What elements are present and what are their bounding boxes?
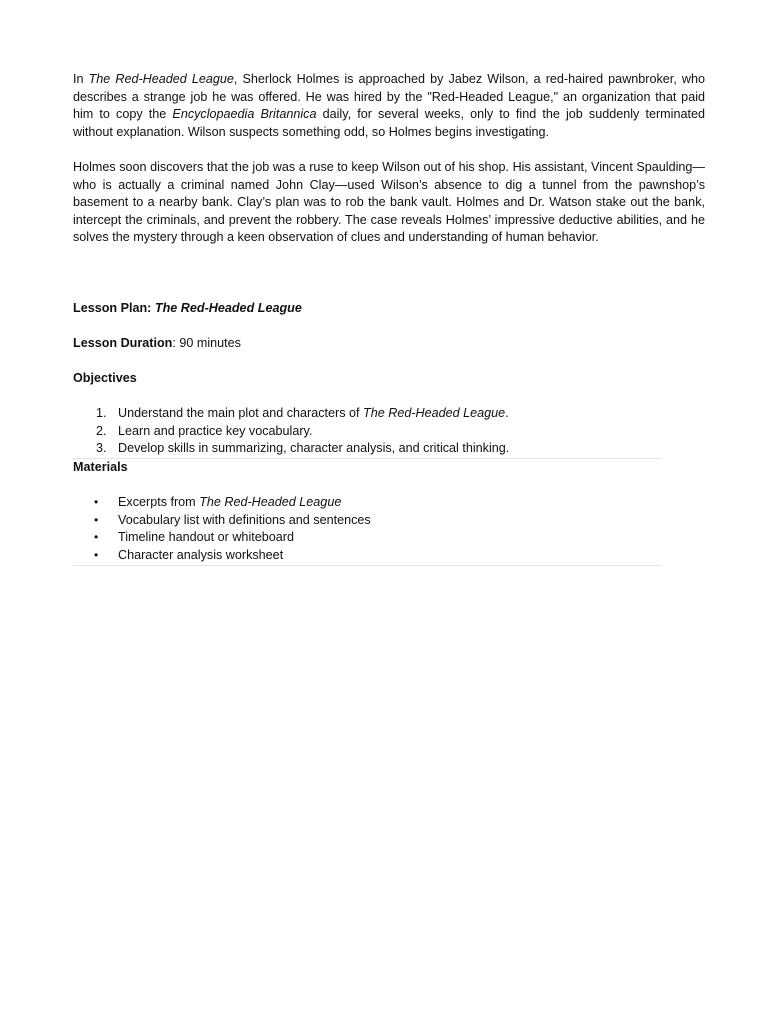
- book-title: The Red-Headed League: [363, 406, 506, 421]
- book-title: The Red-Headed League: [199, 495, 342, 510]
- materials-heading: Materials: [73, 460, 128, 475]
- bullet-icon: •: [94, 530, 99, 545]
- lesson-plan-book-title: The Red-Headed League: [154, 300, 302, 315]
- summary-paragraph-1: [73, 71, 705, 141]
- book-title: The Red-Headed League: [88, 72, 234, 86]
- list-number: 3.: [96, 441, 107, 456]
- material-item: • Character analysis worksheet: [73, 547, 705, 565]
- bullet-icon: •: [94, 495, 99, 510]
- text-run: , Sherlock Holmes is approached by Jabez Wilson, a red-haired pawnbroker, who describes a strange job he was offered. He was hired by the "Red-Headed League," an organization that paid him to copy the: [73, 72, 705, 122]
- document-page: [73, 71, 705, 566]
- material-item: • Timeline handout or whiteboard: [73, 529, 705, 547]
- objective-item: 2. Learn and practice key vocabulary.: [73, 423, 705, 441]
- lesson-plan-label: Lesson Plan:: [73, 300, 155, 315]
- list-number: 1.: [96, 406, 107, 421]
- lesson-duration: [73, 335, 705, 353]
- lesson-duration-value: : 90 minutes: [172, 335, 241, 350]
- text-run: In: [73, 72, 89, 86]
- objective-item: 1. Understand the main plot and characters of The Red-Headed League.: [73, 405, 705, 423]
- section-divider: [73, 565, 661, 566]
- objective-item: 3. Develop skills in summarizing, character analysis, and critical thinking.: [73, 440, 705, 458]
- summary-paragraph-2: Holmes soon discovers that the job was a ruse to keep Wilson out of his shop. His assistant, Vincent Spaulding—who is actually a criminal named John Clay—used Wilson’s absence to dig a tunnel from the pawnshop’s basement to a nearby bank. Clay’s plan was to rob the bank vault. Holmes and Dr. Watson stake out the bank, intercept the criminals, and prevent the robbery. The case reveals Holmes’ impressive deductive abilities, and he solves the mystery through a keen observation of clues and understanding of human behavior.: [73, 159, 705, 245]
- lesson-duration-label: Lesson Duration: [73, 335, 173, 350]
- objectives-list: [73, 405, 705, 458]
- bullet-icon: •: [94, 548, 99, 563]
- materials-list: [73, 494, 705, 564]
- objectives-heading: Objectives: [73, 371, 137, 386]
- bullet-icon: •: [94, 512, 99, 527]
- material-item: • Excerpts from The Red-Headed League: [73, 494, 705, 512]
- list-number: 2.: [96, 423, 107, 438]
- encyclopedia-title: Encyclopaedia Britannica: [172, 107, 317, 122]
- material-item: • Vocabulary list with definitions and sentences: [73, 512, 705, 530]
- text-run: daily, for several weeks, only to find the job suddenly terminated without explanation. Wilson suspects something odd, so Holmes begins investigating.: [73, 107, 705, 139]
- lesson-plan-title: [73, 300, 705, 318]
